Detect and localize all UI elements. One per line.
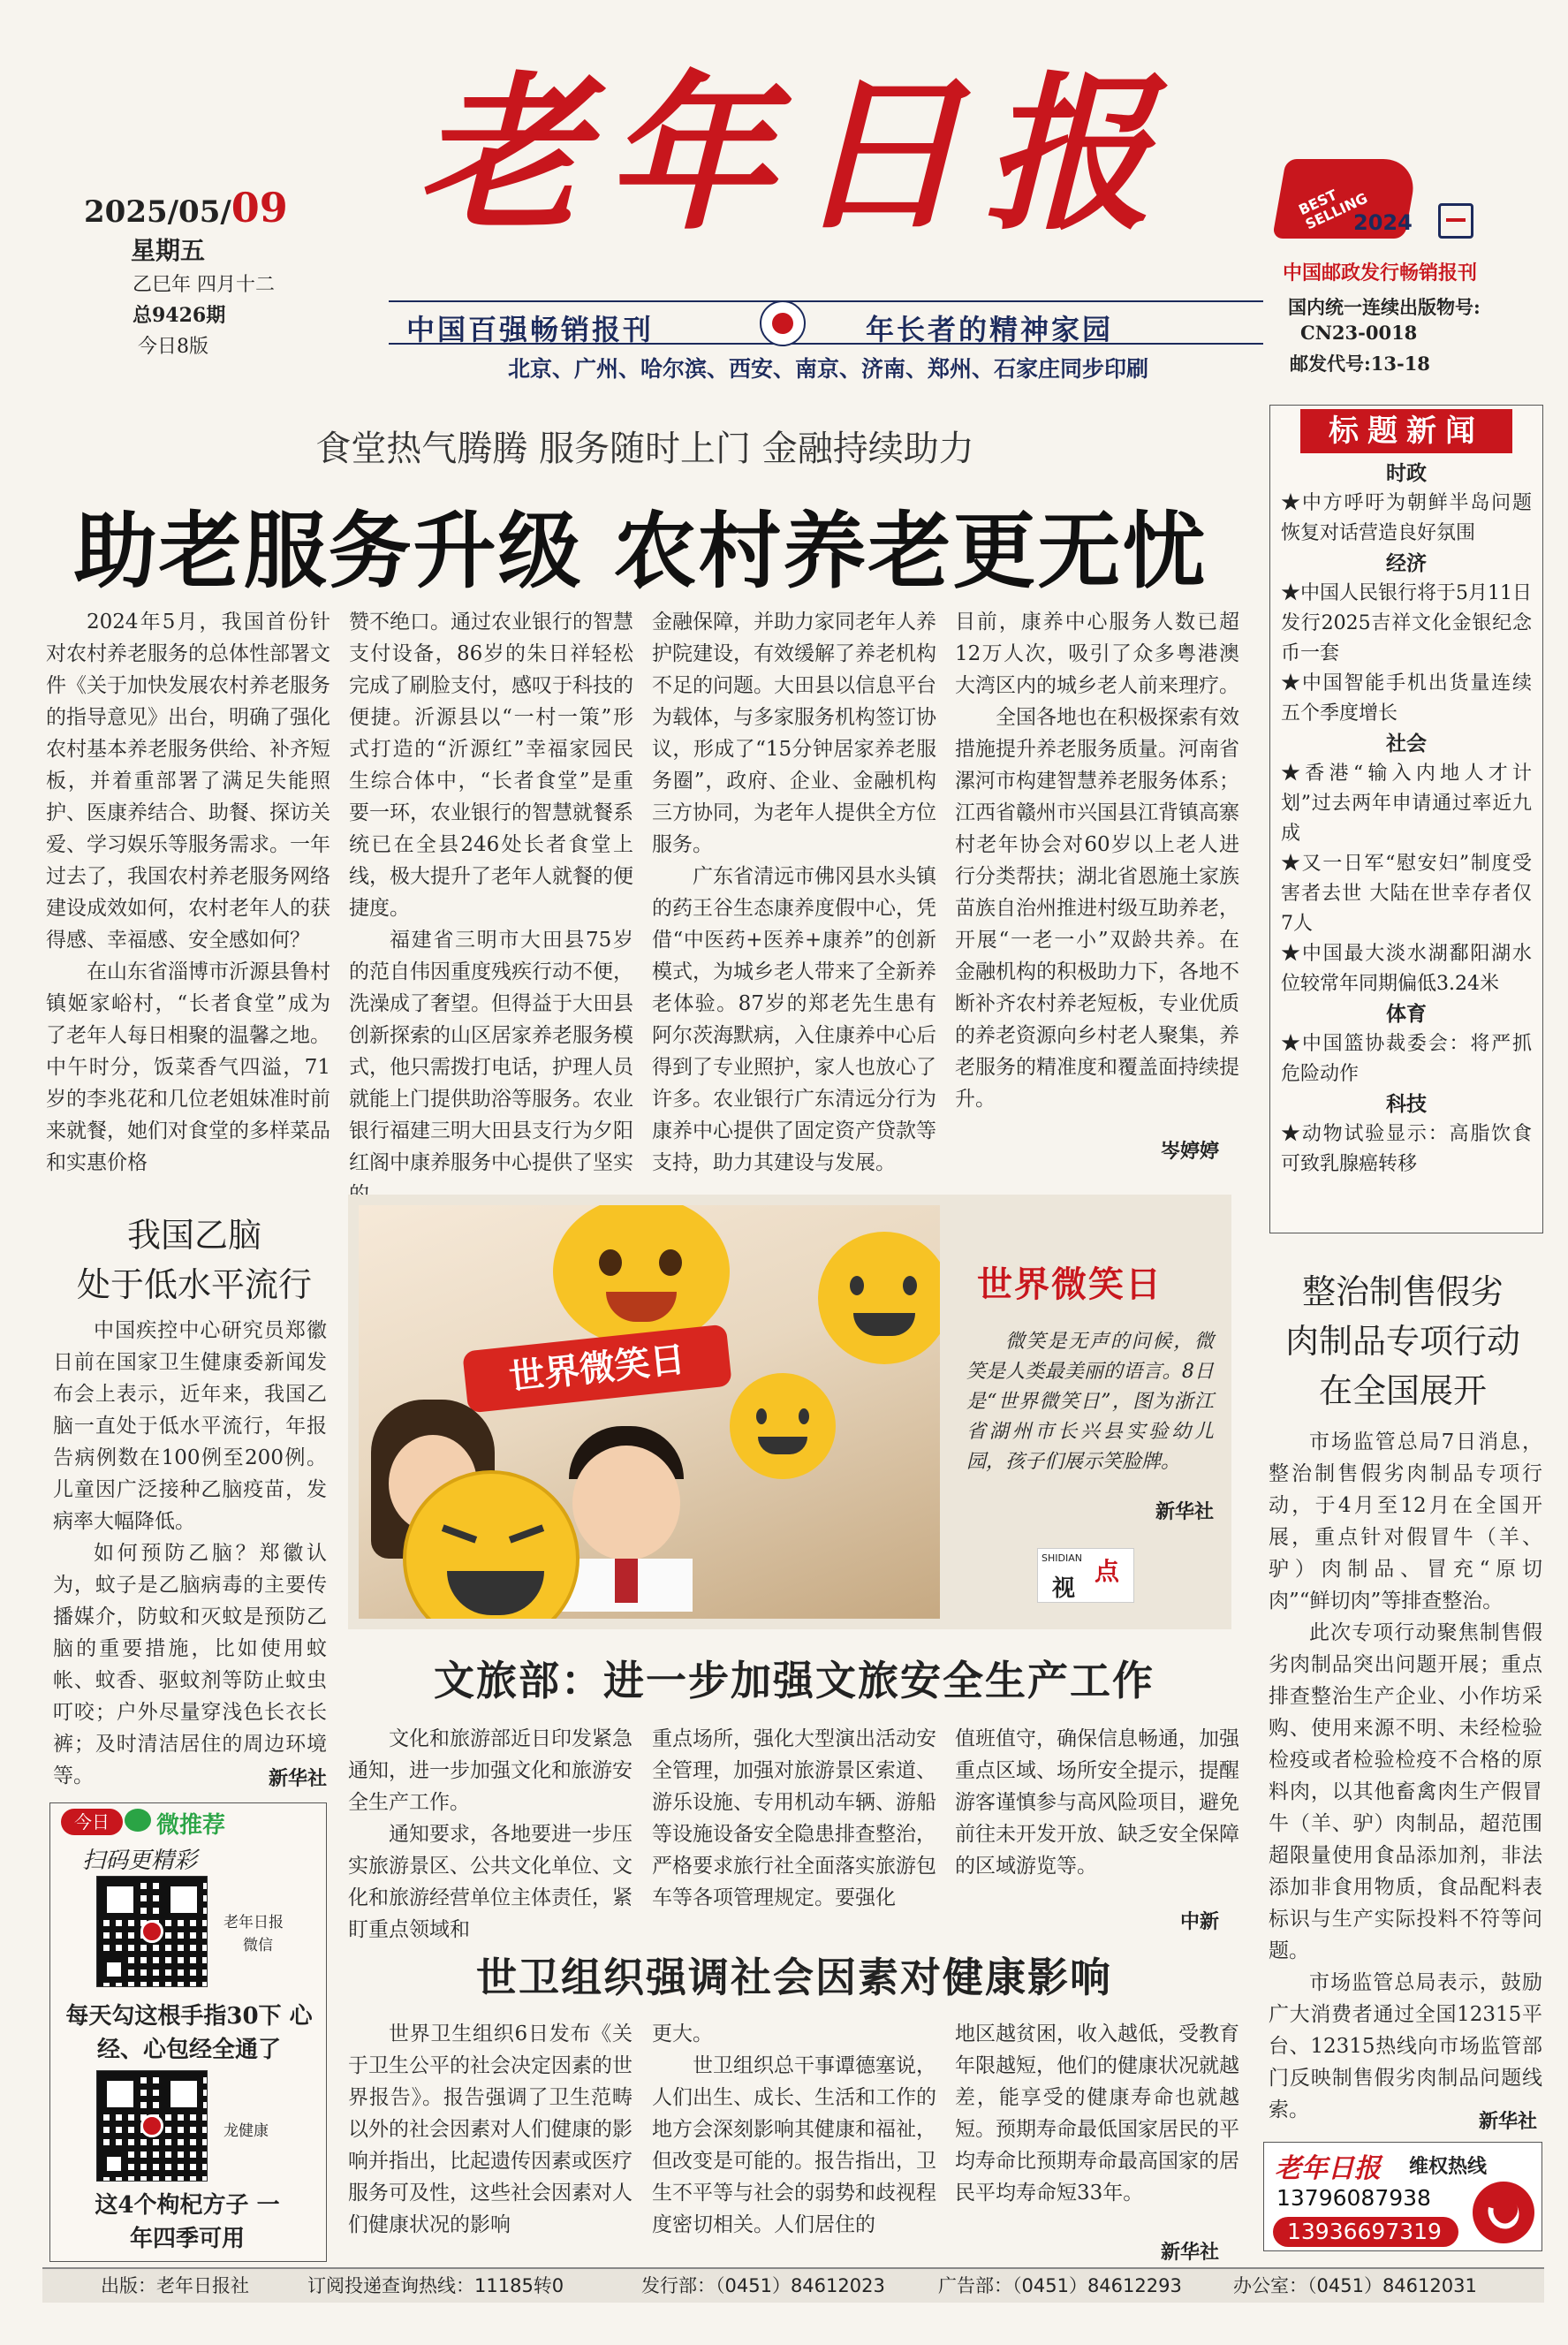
who-paragraph: 世界卫生组织6日发布《关于卫生公平的社会决定因素的世界报告》。报告强调了卫生范畴以外的社会因素对人们健康的影响并指出，比起遗传因素或医疗服务可及性，这些社会因素对人们健康状况的影响 xyxy=(348,2022,633,2236)
brain-headline-line: 我国乙脑 xyxy=(126,1216,261,1255)
footer-publisher: 出版：老年日报社 xyxy=(101,2275,249,2296)
slogan-right: 年长者的精神家园 xyxy=(866,313,1114,346)
masthead xyxy=(0,0,1568,389)
meat-headline-line: 整治制售假劣 xyxy=(1301,1272,1504,1311)
brain-paragraph: 中国疾控中心研究员郑徽日前在国家卫生健康委新闻发布会上表示，近年来，我国乙脑一直处于低水平流行，年报告病例数在100例至200例。儿童因广泛接种乙脑疫苗，发病率大幅降低。 xyxy=(53,1319,327,1533)
wechat-tag-a: 今日 xyxy=(74,1811,110,1833)
lead-column-2 xyxy=(349,606,633,1210)
lead-paragraph: 福建省三明市大田县75岁的范自伟因重度残疾行动不便，洗澡成了奢望。但得益于大田县创新探索的山区居家养老服务模式，他只需拨打电话，护理人员就能上门提供助浴等服务。农业银行福建三明大田县支行为夕阳红阁中康养服务中心提供了坚实 xyxy=(349,929,633,1174)
post-code: 邮发代号:13-18 xyxy=(1290,353,1430,375)
headline-item[interactable]: ★中国人民银行将于5月11日发行2025吉祥文化金银纪念币一套 xyxy=(1281,582,1532,664)
who-paragraph: 地区越贫困，收入越低，受教育年限越短，他们的健康状况就越差，能享受的健康寿命也就越短。预期寿命最低国家居民的平均寿命比预期寿命最高国家的居民平均寿命短33年。 xyxy=(955,2022,1239,2205)
meat-paragraph: 市场监管总局表示，鼓励广大消费者通过全国12315平台、12315热线向市场监管部门反映制售假劣肉制品问题线索。 xyxy=(1269,1971,1542,2121)
issue-number: 总9426期 xyxy=(133,304,226,327)
badge-text: BEST SELLING xyxy=(1296,186,1371,233)
shidian-logo xyxy=(1037,1548,1134,1603)
headline-item[interactable]: ★香港“输入内地人才计划”过去两年申请通过率近九成 xyxy=(1281,763,1532,845)
lead-paragraph: 赞不绝口。通过农业银行的智慧支付设备，86岁的朱日祥轻松完成了刷脸支付，感叹于科技的便捷。沂源县以“一村一策”形式打造的“沂源红”幸福家园民生综合体中，“长者食堂”是重要一环，农业银行的智慧就餐系统已在全县246处长者食堂上线，极大提升了老年人就餐的便捷度。 xyxy=(349,611,633,920)
lead-paragraph: 目前，康养中心服务人数已超12万人次，吸引了众多粤港澳大湾区内的城乡老人前来理疗。 xyxy=(955,611,1239,697)
badge-caption: 中国邮政发行畅销报刊 xyxy=(1283,262,1478,285)
meat-byline: 新华社 xyxy=(1478,2111,1537,2133)
shidian-b: 点 xyxy=(1095,1557,1120,1586)
lead-column-4 xyxy=(955,606,1239,1115)
who-column-3 xyxy=(955,2018,1239,2209)
date-day: 09 xyxy=(231,184,288,231)
wechat-tag-b: 微推荐 xyxy=(156,1812,226,1839)
photo-banner-text: 世界微笑日 xyxy=(507,1338,687,1399)
lead-headline: 助老服务升级 农村养老更无忧 xyxy=(73,504,1208,600)
category-label: 经济 xyxy=(1386,552,1427,575)
lead-column-3 xyxy=(652,606,936,1179)
headline-news-title-text: 标题新闻 xyxy=(1329,414,1484,449)
tourism-paragraph: 值班值守，确保信息畅通，加强重点区域、场所安全提示，提醒游客谨慎参与高风险项目，避免前往未开发开放、缺乏安全保障的区域游览等。 xyxy=(955,1727,1239,1878)
brain-body xyxy=(53,1315,327,1792)
wechat-icon xyxy=(125,1809,151,1832)
tourism-column-2 xyxy=(652,1723,936,1914)
meat-headline-line: 在全国展开 xyxy=(1318,1371,1487,1410)
lead-kicker: 食堂热气腾腾 服务随时上门 金融持续助力 xyxy=(315,429,974,469)
qr1-label-1: 老年日报 xyxy=(223,1914,284,1931)
lead-paragraph: 在山东省淄博市沂源县鲁村镇姬家峪村，“长者食堂”成为了老年人每日相聚的温馨之地。中午时分，饭菜香气四溢，71岁的李兆花和几位老姐妹准时前来就餐，她们对食堂的多样菜品和实惠价格 xyxy=(46,960,330,1174)
slogan-left: 中国百强畅销报刊 xyxy=(406,313,655,346)
hotline-label: 维权热线 xyxy=(1409,2156,1488,2178)
wechat-scan-label: 扫码更精彩 xyxy=(82,1848,198,1874)
tourism-headline: 文旅部：进一步加强文旅安全生产工作 xyxy=(434,1657,1155,1704)
who-paragraph: 世卫组织总干事谭德塞说，人们出生、成长、生活和工作的地方会深刻影响其健康和福祉，但改变是可能的。报告指出，卫生不平等与社会的弱势和歧视程度密切相关。人们居住的 xyxy=(652,2054,936,2236)
child-boy-icon xyxy=(560,1426,693,1594)
lead-paragraph: 2024年5月，我国首份针对农村养老服务的总体性部署文件《关于加快发展农村养老服务的指导意见》出台，明确了强化农村基本养老服务供给、补齐短板，并着重部署了满足失能照护、医康养结合、助餐、探访关爱、学习娱乐等服务需求。一年过去了，我国农村养老服务网络建设成效如何，农村老年人的获得感、幸福感、安全感如何？ xyxy=(46,611,330,952)
shidian-a: 视 xyxy=(1052,1575,1076,1602)
who-column-2 xyxy=(652,2018,936,2241)
slogan-bar xyxy=(389,300,1263,345)
qr-code-icon[interactable] xyxy=(96,2070,208,2182)
footer-ads: 广告部：（0451）84612293 xyxy=(938,2275,1182,2296)
footer-bar xyxy=(42,2267,1544,2303)
headline-item[interactable]: ★中国最大淡水湖鄱阳湖水位较常年同期偏低3.24米 xyxy=(1281,943,1532,995)
headline-item[interactable]: ★又一日军“慰安妇”制度受害者去世 大陆在世幸存者仅7人 xyxy=(1281,853,1532,935)
tourism-paragraph: 文化和旅游部近日印发紧急通知，进一步加强文化和旅游安全生产工作。 xyxy=(348,1727,633,1814)
photo-banner xyxy=(462,1324,732,1414)
brain-headline-line: 处于低水平流行 xyxy=(76,1265,312,1304)
photo-byline: 新华社 xyxy=(1155,1501,1214,1523)
smiley-sign-icon xyxy=(818,1232,940,1364)
lead-byline: 岑婷婷 xyxy=(1160,1141,1219,1163)
who-headline: 世卫组织强调社会因素对健康影响 xyxy=(476,1954,1112,2001)
cn-label: 国内统一连续出版物号: xyxy=(1288,296,1481,318)
footer-subscribe: 订阅投递查询热线：11185转0 xyxy=(307,2275,564,2296)
meat-headline xyxy=(1253,1267,1553,1415)
headline-item[interactable]: ★中国篮协裁委会：将严抓危险动作 xyxy=(1281,1033,1532,1085)
meat-headline-line: 肉制品专项行动 xyxy=(1284,1322,1520,1361)
headline-news-title xyxy=(1300,409,1512,453)
category-label: 时政 xyxy=(1386,462,1427,485)
meat-paragraph: 市场监管总局7日消息，整治制售假劣肉制品专项行动，于4月至12月在全国开展，重点针对假冒牛（羊、驴）肉制品、冒充“原切肉”“鲜切肉”等排查整治。 xyxy=(1269,1431,1542,1613)
wechat-tag xyxy=(61,1803,273,1839)
page-count: 今日8版 xyxy=(138,336,208,358)
print-cities: 北京、广州、哈尔滨、西安、南京、济南、郑州、石家庄同步印刷 xyxy=(508,356,1149,382)
weekday: 星期五 xyxy=(131,236,206,265)
lead-column-1 xyxy=(46,606,330,1179)
photo-image xyxy=(359,1205,940,1619)
badge-year: 2024 xyxy=(1353,210,1413,235)
smiley-sun-icon xyxy=(553,1205,730,1347)
phone-icon xyxy=(1473,2182,1534,2243)
logo-mark-icon xyxy=(760,300,806,346)
hotline-phone-2[interactable]: 13936697319 xyxy=(1287,2219,1442,2244)
wechat-recommend-box xyxy=(49,1802,327,2262)
tourism-column-3 xyxy=(955,1723,1239,1882)
category-label: 科技 xyxy=(1386,1093,1427,1116)
headline-news-box xyxy=(1269,405,1543,1233)
lead-paragraph: 金融保障，并助力家同老年人养护院建设，有效缓解了养老机构不足的问题。大田县以信息平台为载体，与多家服务机构签订协议，形成了“15分钟居家养老服务圈”，政府、企业、金融机构三方协同，为老年人提供全方位服务。 xyxy=(652,611,936,856)
wechat-article-2[interactable]: 这4个枸杞方子 一年四季可用 xyxy=(95,2192,280,2252)
who-column-1 xyxy=(348,2018,633,2241)
cn-value: CN23-0018 xyxy=(1300,322,1418,344)
bestselling-badge xyxy=(1279,159,1544,247)
hotline-brand: 老年日报 xyxy=(1275,2153,1381,2184)
photo-caption: 微笑是无声的问候，微笑是人类最美丽的语言。8日是“世界微笑日”，图为浙江省湖州市长兴县实验幼儿园，孩子们展示笑脸牌。 xyxy=(966,1331,1214,1473)
qr1-label-2: 微信 xyxy=(243,1937,273,1954)
footer-office: 办公室：（0451）84612031 xyxy=(1233,2275,1477,2296)
headline-item[interactable]: ★动物试验显示：高脂饮食可致乳腺癌转移 xyxy=(1281,1123,1532,1175)
lead-paragraph: 广东省清远市佛冈县水头镇的药王谷生态康养度假中心，凭借“中医药+医养+康养”的创新模式，为城乡老人带来了全新养老体验。87岁的郑老先生患有阿尔茨海默病，入住康养中心后得到了专业照护，家人也放心了许多。农业银行广东清远分行为康养中心提供了固定资产贷款等支持，助力其建设与发展。 xyxy=(652,865,936,1174)
photo-title: 世界微笑日 xyxy=(977,1264,1163,1305)
brain-byline: 新华社 xyxy=(268,1768,327,1790)
smiley-small-icon xyxy=(730,1373,836,1479)
tourism-byline: 中新 xyxy=(1179,1911,1219,1933)
who-paragraph: 更大。 xyxy=(652,2022,713,2045)
post-logo-icon xyxy=(1438,203,1473,239)
newspaper-title: 老年日报 xyxy=(416,56,1173,253)
category-label: 社会 xyxy=(1386,732,1427,755)
headline-item[interactable]: ★中国智能手机出货量连续五个季度增长 xyxy=(1281,672,1532,725)
brain-headline xyxy=(53,1210,336,1309)
hotline-box xyxy=(1263,2142,1542,2251)
tourism-paragraph: 重点场所，强化大型演出活动安全管理，加强对旅游景区索道、游乐设施、专用机动车辆、游船等设施设备安全隐患排查整治，严格要求旅行社全面落实旅游包车等各项管理规定。要强化 xyxy=(652,1727,936,1909)
lead-paragraph: 全国各地也在积极探索有效措施提升养老服务质量。河南省漯河市构建智慧养老服务体系；江西省赣州市兴国县江背镇高寨村老年协会对60岁以上老人进行分类帮扶；湖北省恩施土家族苗族自治州推进村级互助养老，开展“一老一小”双龄共养。在金融机构的积极助力下，各地不断补齐农村养老短板，专业优质的养老资源向乡村老人聚集，养老服务的精准度和覆盖面持续提升。 xyxy=(955,706,1239,1111)
qr-code-icon[interactable] xyxy=(96,1876,208,1987)
brain-paragraph: 如何预防乙脑？郑徽认为，蚊子是乙脑病毒的主要传播媒介，防蚊和灭蚊是预防乙脑的重要措施，比如使用蚊帐、蚊香、驱蚊剂等防止蚊虫叮咬；户外尽量穿浅色长衣长裤；及时清洁居住的周边环境等。 xyxy=(53,1542,327,1787)
shidian-pinyin: SHIDIAN xyxy=(1042,1552,1082,1564)
footer-distribution: 发行部：（0451）84612023 xyxy=(641,2275,885,2296)
tourism-paragraph: 通知要求，各地要进一步压实旅游景区、公共文化单位、文化和旅游经营单位主体责任，紧盯重点领域和 xyxy=(348,1823,633,1941)
category-label: 体育 xyxy=(1386,1003,1427,1026)
lunar-date: 乙巳年 四月十二 xyxy=(133,274,275,296)
tourism-column-1 xyxy=(348,1723,633,1946)
headline-item[interactable]: ★中方呼吁为朝鲜半岛问题恢复对话营造良好氛围 xyxy=(1281,492,1532,544)
who-byline: 新华社 xyxy=(1160,2242,1219,2264)
date-line xyxy=(84,184,288,231)
qr2-label: 龙健康 xyxy=(223,2122,269,2140)
headline-news-list xyxy=(1270,459,1542,1180)
meat-paragraph: 此次专项行动聚焦制售假劣肉制品突出问题开展；重点排查整治生产企业、小作坊采购、使用来源不明、未经检验检疫或者检验检疫不合格的原料肉，以其他畜禽肉生产假冒牛（羊、驴）肉制品，超范围超限量使用食品添加剂，非法添加非食用物质，食品配料表标识与生产实际投料不符等问题。 xyxy=(1269,1621,1542,1962)
date-prefix: 2025/05/ xyxy=(84,194,231,230)
photo-block xyxy=(348,1195,1231,1629)
hotline-phone-1[interactable]: 13796087938 xyxy=(1276,2185,1431,2211)
wechat-article-1[interactable]: 每天勾这根手指30下 心经、心包经全通了 xyxy=(65,2003,313,2063)
meat-body xyxy=(1269,1426,1542,2126)
